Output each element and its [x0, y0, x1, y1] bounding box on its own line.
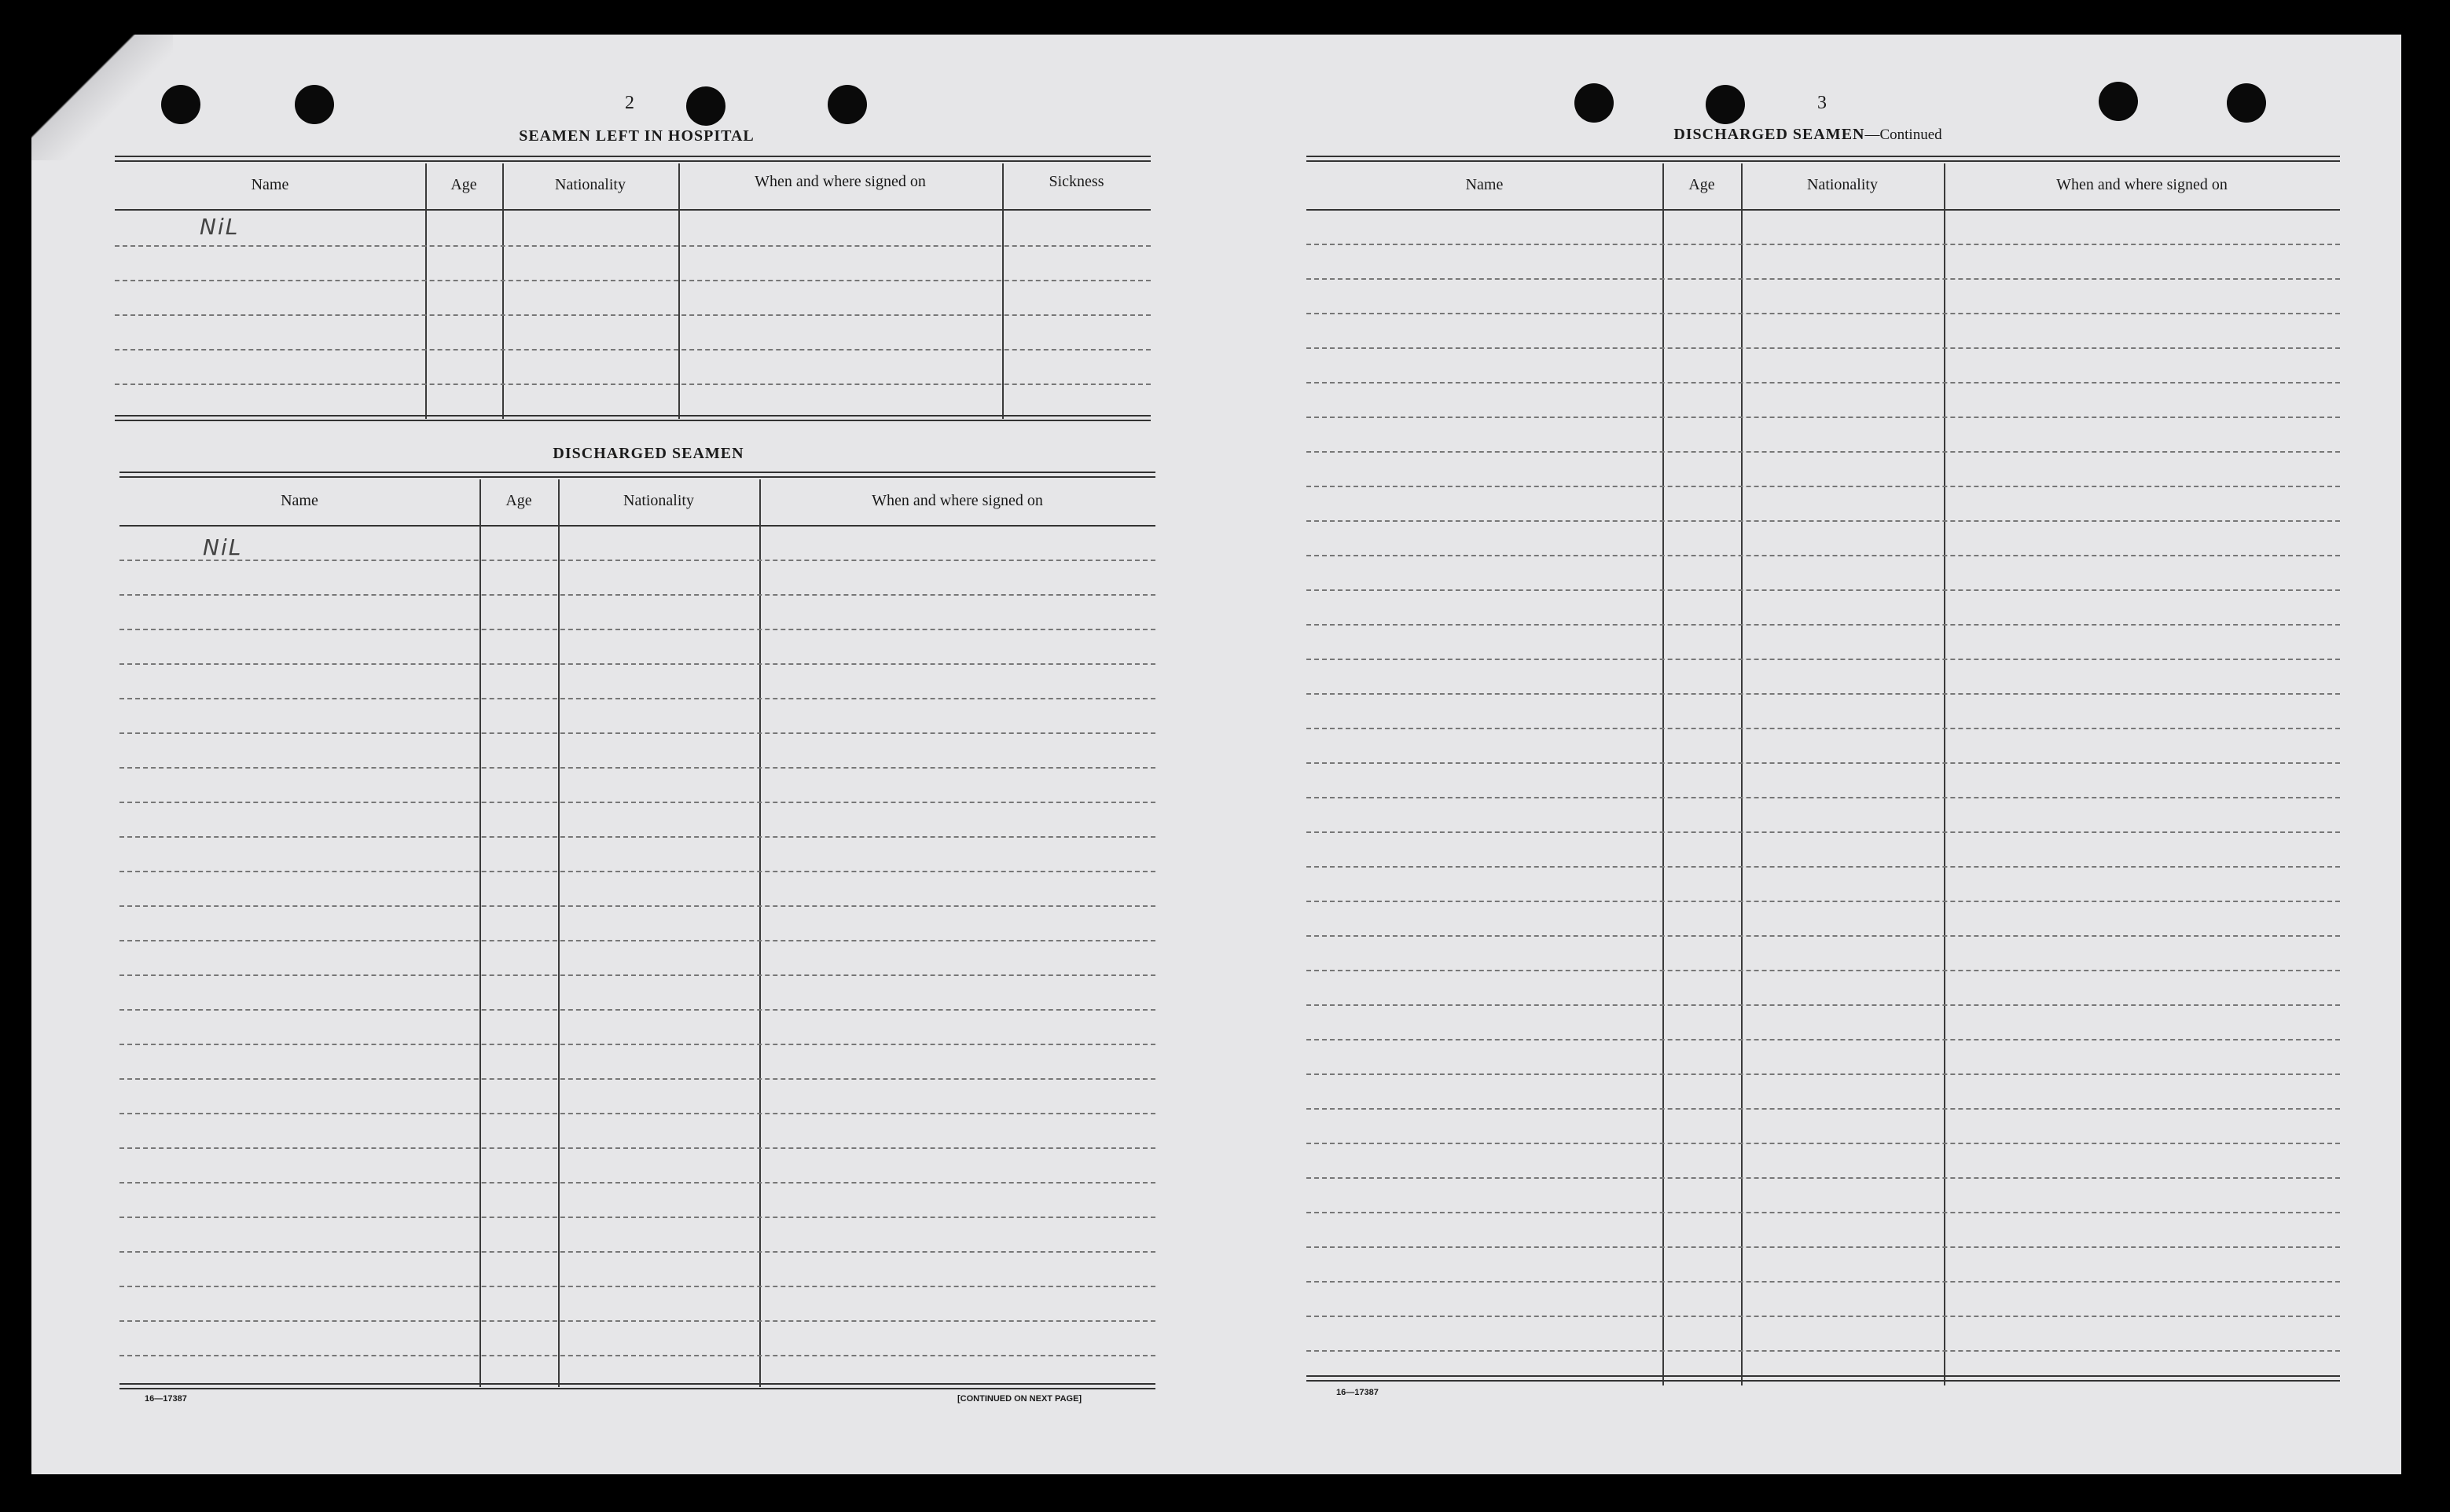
- title-suffix: —Continued: [1864, 127, 1942, 143]
- discharged-section-title: DISCHARGED SEAMEN: [553, 445, 744, 462]
- col-header-name: Name: [1465, 176, 1504, 193]
- handwritten-nil-discharged: NiL: [203, 534, 243, 560]
- title-main: DISCHARGED SEAMEN: [1673, 126, 1865, 143]
- punch-hole: [2099, 82, 2138, 121]
- handwritten-nil-hospital: NiL: [200, 214, 240, 240]
- col-header-nationality: Nationality: [1807, 176, 1878, 193]
- col-header-age: Age: [450, 176, 477, 193]
- punch-hole: [1574, 83, 1614, 123]
- punch-hole: [295, 85, 334, 124]
- discharged-continued-title: [1619, 126, 1996, 144]
- discharged-continued-table: [1306, 156, 2340, 1382]
- discharged-table: [119, 472, 1155, 1391]
- col-header-name: Name: [251, 176, 289, 193]
- col-header-signed-on: When and where signed on: [2056, 176, 2228, 193]
- col-header-signed-on: When and where signed on: [755, 173, 926, 190]
- punch-hole: [1706, 85, 1745, 124]
- continued-note: [CONTINUED ON NEXT PAGE]: [957, 1394, 1082, 1404]
- col-header-age: Age: [1688, 176, 1715, 193]
- col-header-name: Name: [281, 492, 318, 509]
- form-number-right: 16—17387: [1336, 1388, 1379, 1397]
- punch-hole: [828, 85, 867, 124]
- page-number-left: 2: [625, 93, 634, 113]
- form-number-left: 16—17387: [145, 1394, 187, 1404]
- punch-hole: [161, 85, 200, 124]
- page-number-right: 3: [1817, 93, 1827, 113]
- hospital-table: [115, 156, 1151, 423]
- col-header-signed-on: When and where signed on: [872, 492, 1043, 509]
- col-header-sickness: Sickness: [1049, 173, 1104, 190]
- col-header-nationality: Nationality: [623, 492, 694, 509]
- col-header-age: Age: [505, 492, 532, 509]
- folded-corner: [31, 35, 173, 160]
- punch-hole: [2227, 83, 2266, 123]
- hospital-section-title: SEAMEN LEFT IN HOSPITAL: [519, 127, 755, 145]
- col-header-nationality: Nationality: [555, 176, 626, 193]
- punch-hole: [686, 86, 725, 126]
